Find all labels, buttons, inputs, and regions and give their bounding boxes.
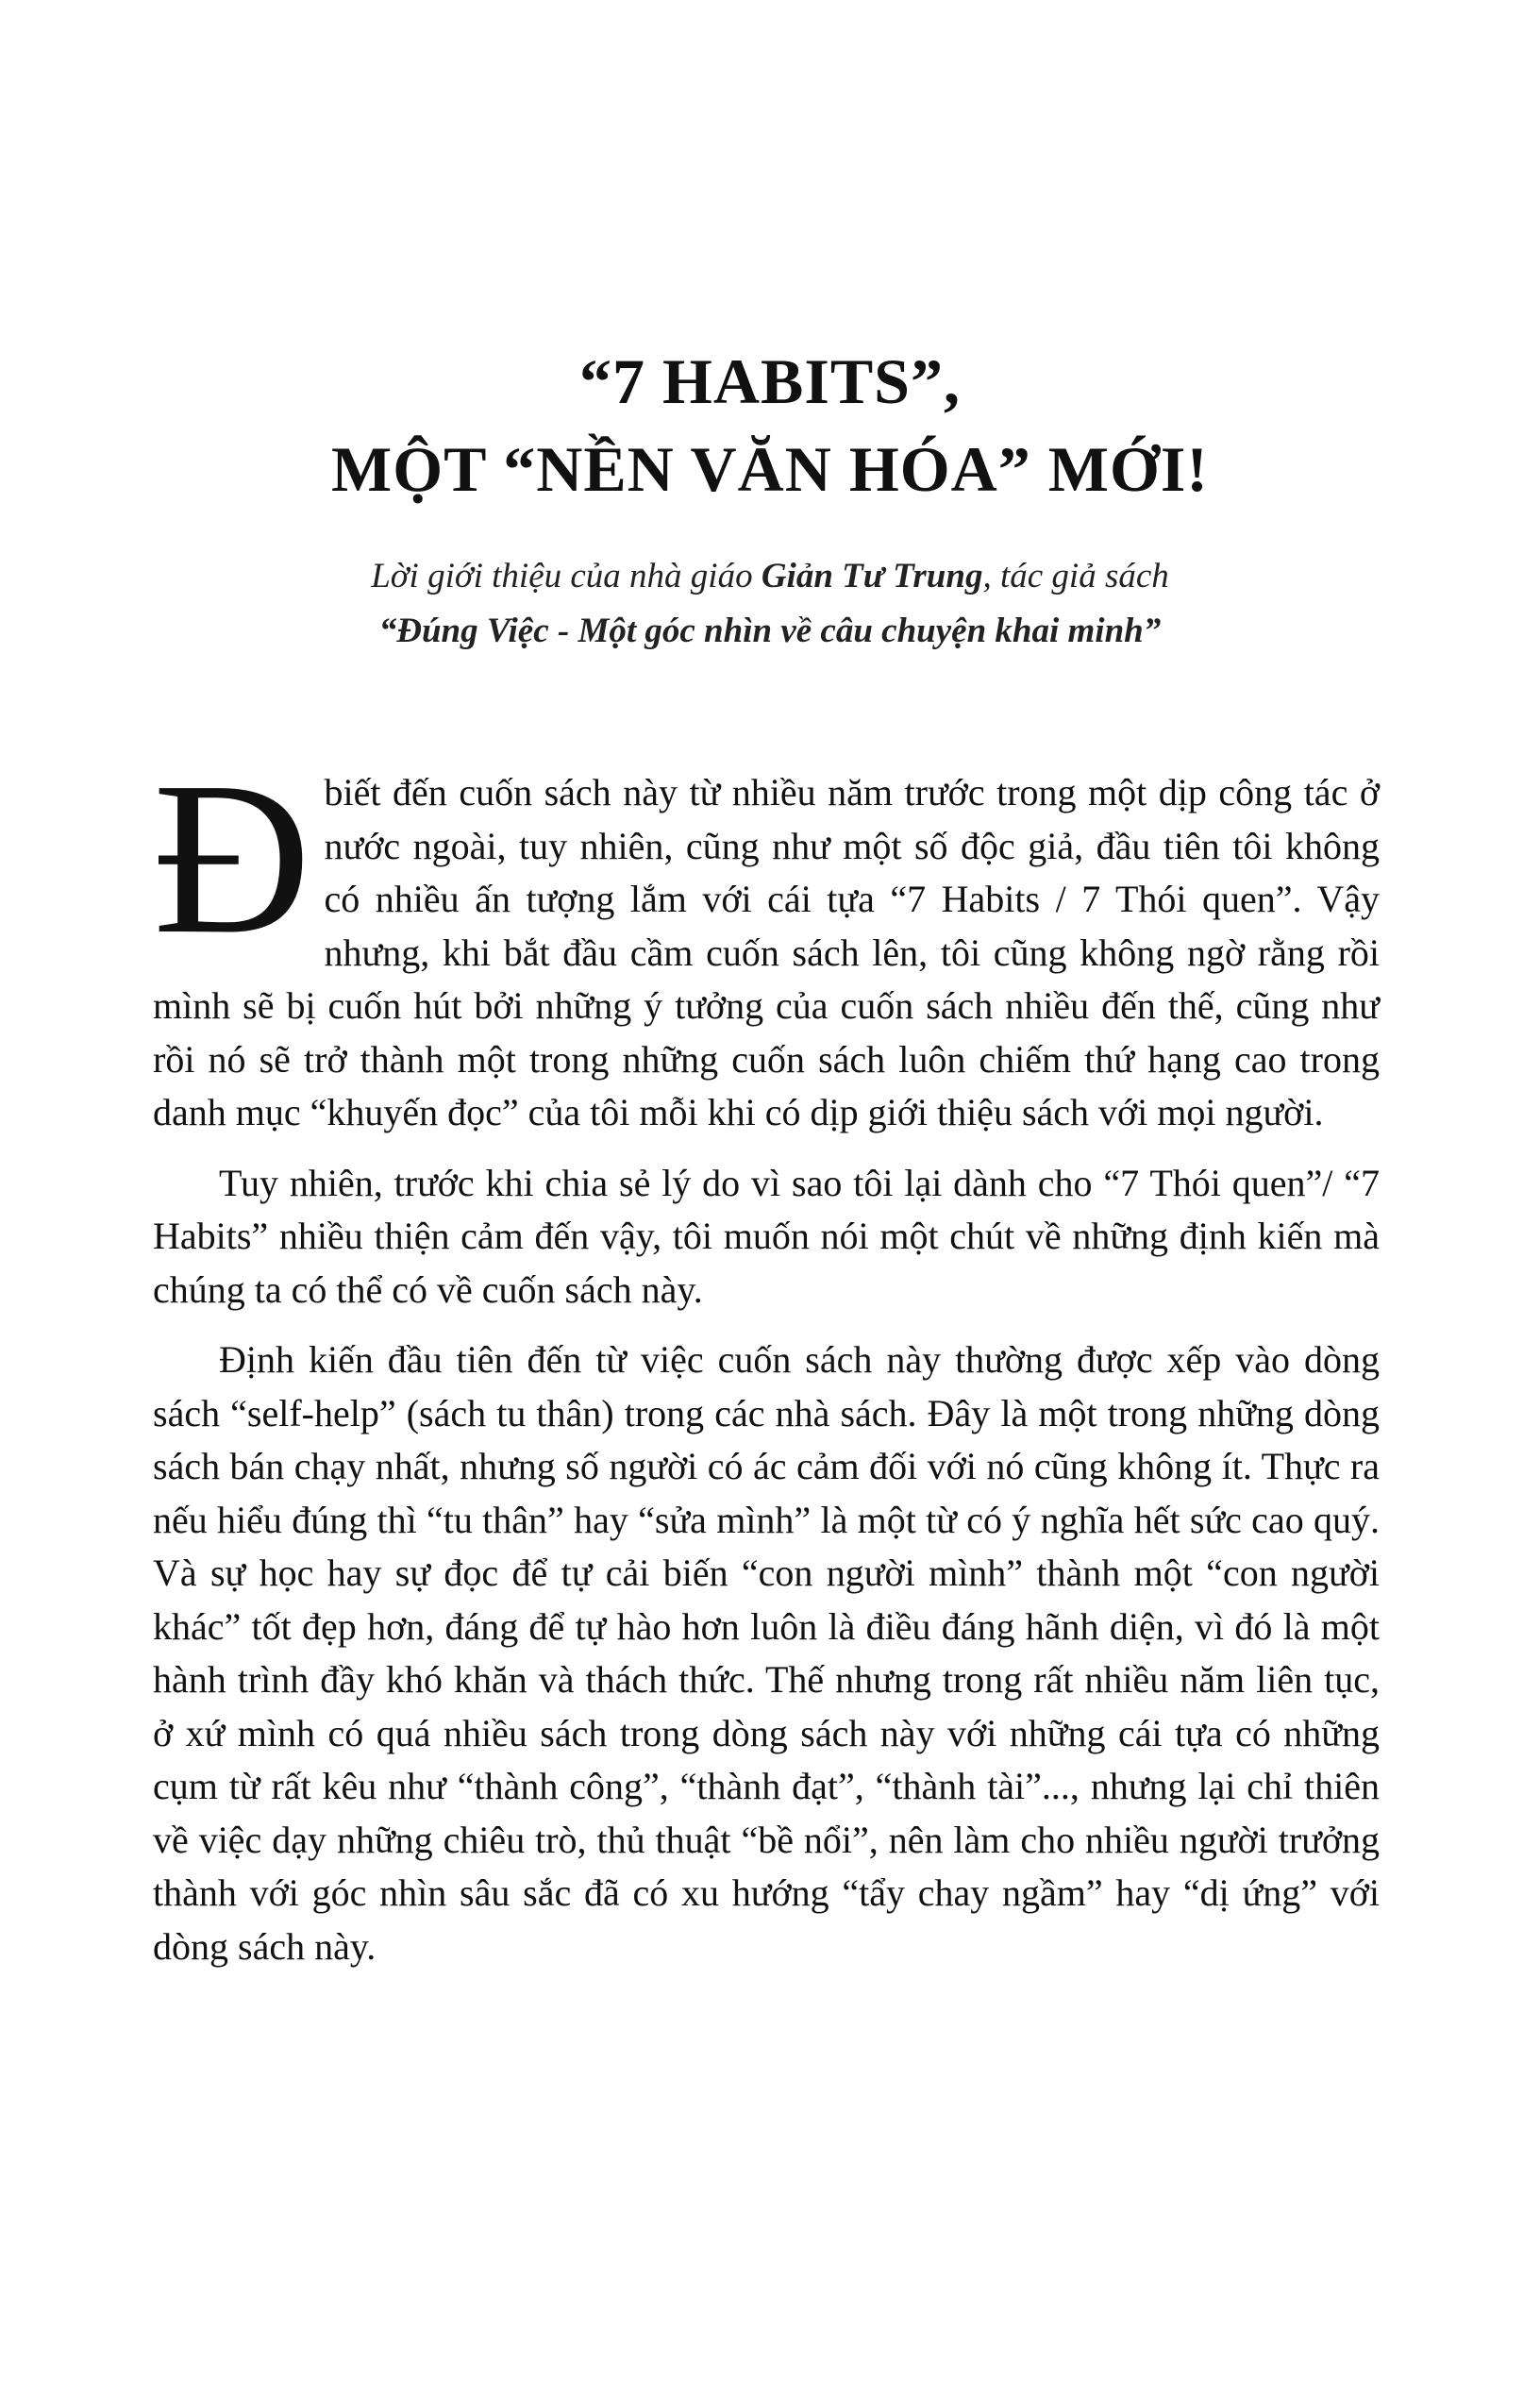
paragraph-3: Định kiến đầu tiên đến từ việc cuốn sách này thường được xếp vào dòng sách “self-help” (sách tu thân) trong các nhà sách. Đây là một trong những dòng sách bán chạy nhất, nhưng số người có ác cảm đối với nó cũng không ít. Thực ra nếu hiểu đúng thì “tu thân” hay “sửa mình” là một từ có ý nghĩa hết sức cao quý. Và sự học hay sự đọc để tự cải biến “con người mình” thành một “con người khác” tốt đẹp hơn, đáng để tự hào hơn luôn là điều đáng hãnh diện, vì đó là một hành trình đầy khó khăn và thách thức. Thế nhưng trong rất nhiều năm liên tục, ở xứ mình có quá nhiều sách trong dòng sách này với những cái tựa có những cụm từ rất kêu như “thành công”, “thành đạt”, “thành tài”..., nhưng lại chỉ thiên về việc dạy những chiêu trò, thủ thuật “bề nổi”, nên làm cho nhiều người trưởng thành với góc nhìn sâu sắc đã có xu hướng “tẩy chay ngầm” hay “dị ứng” với dòng sách này.: [153, 1338, 1380, 1968]
subtitle-author-role: , tác giả sách: [982, 557, 1169, 596]
book-title-reference: “Đúng Việc - Một góc nhìn về câu chuyện khai minh”: [378, 612, 1162, 650]
subtitle-line-2: [0, 613, 1540, 648]
subtitle-intro-text: Lời giới thiệu của nhà giáo: [371, 557, 762, 596]
subtitle-line-1: [0, 559, 1540, 594]
paragraph-1-text: biết đến cuốn sách này từ nhiều năm trước trong một dịp công tác ở nước ngoài, tuy nhiên, cũng như một số độc giả, đầu tiên tôi không có nhiều ấn tượng lắm với cái tựa “7 Habits / 7 Thói quen”. Vậy nhưng, khi bắt đầu cầm cuốn sách lên, tôi cũng không ngờ rằng rồi mình sẽ bị cuốn hút bởi những ý tưởng của cuốn sách nhiều đến thế, cũng như rồi nó sẽ trở thành một trong những cuốn sách luôn chiếm thứ hạng cao trong danh mục “khuyến đọc” của tôi mỗi khi có dịp giới thiệu sách với mọi người.: [153, 771, 1380, 1133]
drop-cap-letter: Đ: [153, 737, 311, 980]
paragraph-2: Tuy nhiên, trước khi chia sẻ lý do vì sao tôi lại dành cho “7 Thói quen”/ “7 Habits” nhiều thiện cảm đến vậy, tôi muốn nói một chút về những định kiến mà chúng ta có thể có về cuốn sách này.: [153, 1161, 1380, 1311]
article-body: [153, 737, 1380, 1973]
chapter-title-line-1: “7 HABITS”,: [579, 345, 961, 417]
paragraph-1: [153, 737, 1380, 1140]
author-name: Giản Tư Trung: [761, 557, 983, 596]
chapter-title-line-2: MỘT “NỀN VĂN HÓA” MỚI!: [331, 433, 1209, 505]
